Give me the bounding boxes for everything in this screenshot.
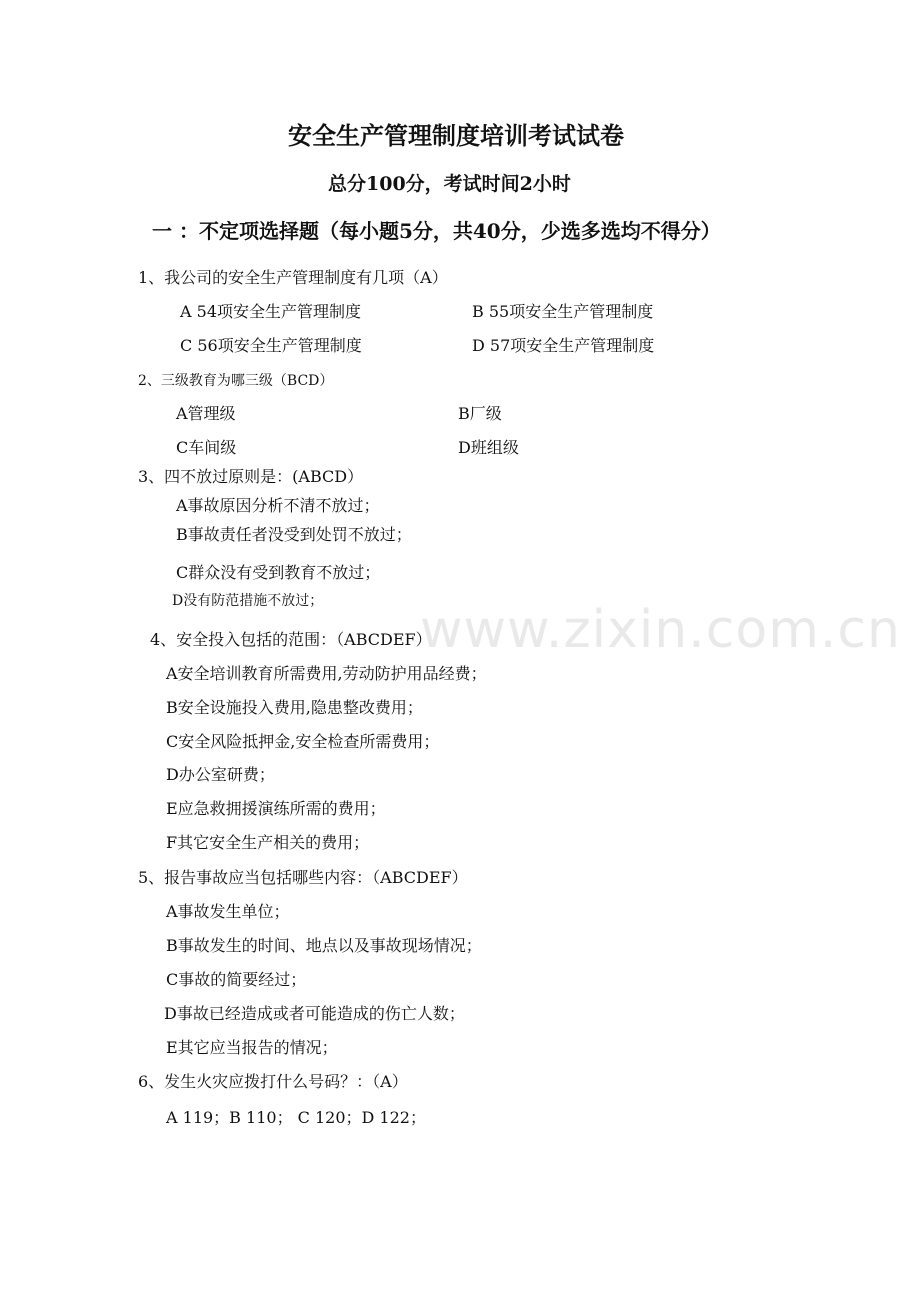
q4-option-f: F其它安全生产相关的费用； — [166, 833, 370, 852]
q5-option-d: D事故已经造成或者可能造成的伤亡人数； — [164, 1004, 465, 1023]
q5-option-b: B事故发生的时间、地点以及事故现场情况； — [166, 936, 482, 955]
q1-option-b: B 55项安全生产管理制度 — [472, 302, 654, 321]
q2-option-c: C车间级 — [176, 438, 237, 457]
q2-option-a: A管理级 — [176, 404, 236, 423]
exam-subtitle: 总分100分，考试时间2小时 — [328, 173, 571, 195]
q5-option-e: E其它应当报告的情况； — [166, 1038, 338, 1057]
watermark: www.zixin.com.cn — [420, 600, 901, 660]
q1-option-d: D 57项安全生产管理制度 — [472, 336, 655, 355]
q3-option-d: D没有防范措施不放过； — [172, 593, 324, 609]
q3-option-c: C群众没有受到教育不放过； — [176, 563, 381, 582]
q4-option-e: E应急救拥援演练所需的费用； — [166, 799, 386, 818]
q1-option-a: A 54项安全生产管理制度 — [180, 302, 362, 321]
q4-option-a: A安全培训教育所需费用,劳动防护用品经费； — [166, 664, 487, 683]
question-2: 2、三级教育为哪三级（BCD） — [138, 373, 334, 389]
q3-option-a: A事故原因分析不清不放过； — [176, 496, 380, 515]
question-5: 5、报告事故应当包括哪些内容：（ABCDEF） — [138, 868, 468, 887]
question-4: 4、安全投入包括的范围：（ABCDEF） — [150, 630, 432, 649]
exam-title: 安全生产管理制度培训考试试卷 — [288, 121, 624, 150]
q1-option-c: C 56项安全生产管理制度 — [180, 336, 362, 355]
q4-option-b: B安全设施投入费用,隐患整改费用； — [166, 698, 423, 717]
q3-option-b: B事故责任者没受到处罚不放过； — [176, 525, 412, 544]
q5-option-a: A事故发生单位； — [166, 902, 290, 921]
q6-options: A 119；B 110； C 120；D 122； — [166, 1108, 426, 1127]
question-1: 1、我公司的安全生产管理制度有几项（A） — [138, 268, 448, 287]
question-3: 3、四不放过原则是：(ABCD） — [138, 467, 364, 486]
q2-option-d: D班组级 — [458, 438, 519, 457]
q4-option-d: D办公室研费； — [166, 765, 275, 784]
q4-option-c: C安全风险抵押金,安全检查所需费用； — [166, 732, 440, 751]
q2-option-b: B厂级 — [458, 404, 502, 423]
q5-option-c: C事故的简要经过； — [166, 970, 307, 989]
question-6: 6、发生火灾应拨打什么号码？：（A） — [138, 1072, 408, 1091]
section-heading: 一 ：不定项选择题（每小题5分，共40分，少选多选均不得分） — [152, 219, 721, 243]
